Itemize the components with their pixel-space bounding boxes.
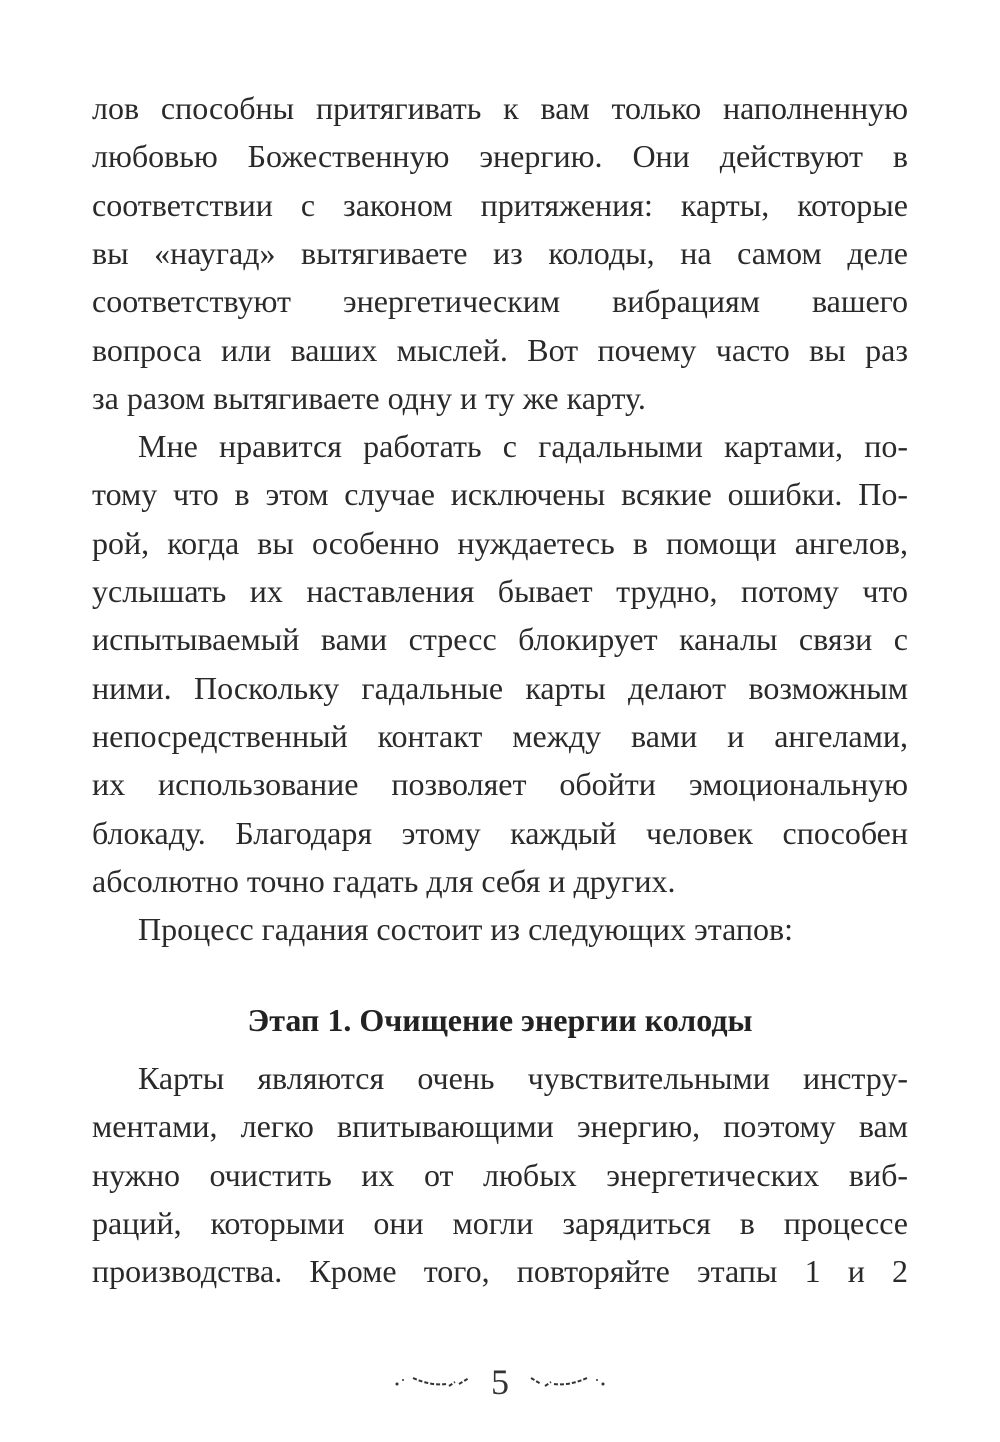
text-line: Мне нравится работать с гадальными картами, по- [138, 428, 908, 465]
page-number: 5 [491, 1362, 509, 1402]
text-line: ними. Поскольку гадальные карты делают возможным [92, 669, 908, 706]
text-line: вопроса или ваших мыслей. Вот почему часто вы раз [92, 331, 908, 368]
text-line: непосредственный контакт между вами и ангелами, [92, 717, 908, 754]
text-line: их использование позволяет обойти эмоциональную [92, 766, 908, 803]
section-heading: Этап 1. Очищение энергии колоды [247, 1002, 753, 1038]
text-line: тому что в этом случае исключены всякие ошибки. По- [92, 476, 908, 513]
text-line: блокаду. Благодаря этому каждый человек способен [92, 814, 908, 851]
page-footer [0, 1360, 1000, 1404]
text-line: любовью Божественную энергию. Они действуют в [92, 138, 908, 175]
text-line: за разом вытягиваете одну и ту же карту. [92, 379, 646, 416]
right-ornament-icon [519, 1372, 609, 1392]
text-line: рой, когда вы особенно нуждаетесь в помощи ангелов, [92, 524, 908, 561]
text-line: производства. Кроме того, повторяйте этапы 1 и 2 [92, 1253, 908, 1290]
text-line: испытываемый вами стресс блокирует каналы связи с [92, 621, 908, 658]
text-line: Карты являются очень чувствительными инстру- [138, 1060, 908, 1096]
text-line: соответствуют энергетическим вибрациям вашего [92, 283, 908, 320]
text-line: ментами, легко впитывающими энергию, поэтому вам [92, 1108, 908, 1145]
text-line: Процесс гадания состоит из следующих этапов: [138, 911, 793, 948]
text-line: вы «наугад» вытягиваете из колоды, на самом деле [92, 234, 908, 271]
text-line: нужно очистить их от любых энергетических виб- [92, 1156, 908, 1193]
text-line: раций, которыми они могли зарядиться в процессе [92, 1204, 908, 1241]
text-line: абсолютно точно гадать для себя и других. [92, 862, 676, 899]
text-line: услышать их наставления бывает трудно, потому что [92, 573, 908, 609]
text-line: лов способны притягивать к вам только наполненную [92, 90, 908, 126]
text-line: соответствии с законом притяжения: карты, которые [92, 186, 908, 223]
left-ornament-icon [391, 1372, 481, 1392]
